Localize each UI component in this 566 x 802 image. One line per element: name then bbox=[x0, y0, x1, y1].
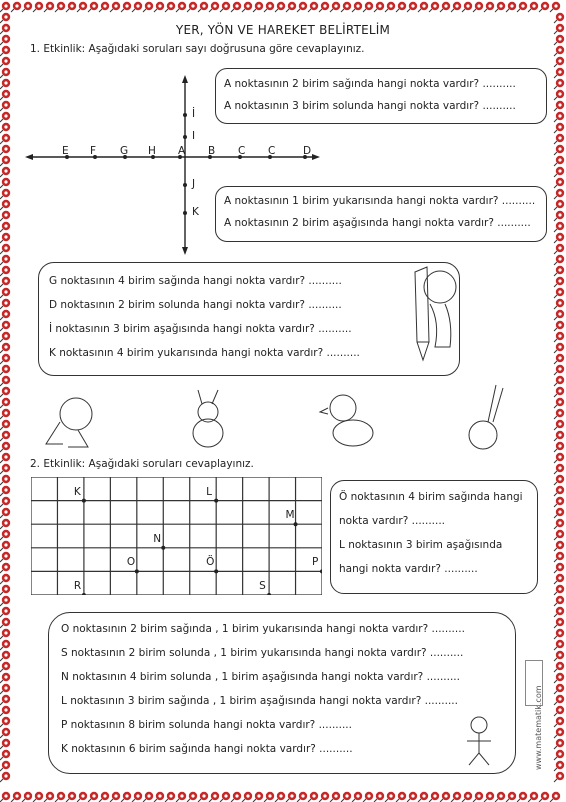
question: nokta vardır? .......... bbox=[339, 515, 446, 527]
grid-point bbox=[294, 522, 298, 526]
number-line-label: I bbox=[192, 130, 196, 142]
number-line-label: G bbox=[120, 145, 129, 157]
child-crawling-illustration bbox=[38, 392, 98, 452]
number-line-point bbox=[183, 135, 187, 139]
activity-1-instruction: 1. Etkinlik: Aşağıdaki soruları sayı doğrusuna göre cevaplayınız. bbox=[30, 43, 365, 55]
grid-point bbox=[267, 593, 271, 595]
grid-point-label: O bbox=[126, 556, 136, 569]
site-url: www.matematik.com bbox=[534, 685, 543, 770]
question: D noktasının 2 birim solunda hangi nokta vardır? .......... bbox=[49, 299, 342, 311]
question: N noktasının 4 birim solunda , 1 birim aşağısında hangi nokta vardır? .......... bbox=[61, 671, 460, 683]
activity-2-instruction: 2. Etkinlik: Aşağıdaki soruları cevaplayınız. bbox=[30, 458, 254, 470]
grid-point bbox=[82, 593, 86, 595]
question: K noktasının 4 birim yukarısında hangi nokta vardır? .......... bbox=[49, 347, 360, 359]
grid-point-label: Ö bbox=[206, 556, 215, 569]
question-box-5 bbox=[48, 612, 516, 774]
page-title: YER, YÖN VE HAREKET BELİRTELİM bbox=[175, 23, 391, 37]
number-line-point bbox=[183, 183, 187, 187]
question-box-1 bbox=[215, 68, 547, 124]
grid-point bbox=[214, 499, 218, 503]
question-box-4 bbox=[330, 480, 538, 594]
grid-point-label: K bbox=[73, 485, 81, 498]
grid-point-label: L bbox=[206, 485, 213, 498]
grid-point-label: M bbox=[285, 509, 295, 522]
question: L noktasının 3 birim sağında , 1 birim aşağısında hangi nokta vardır? .......... bbox=[61, 695, 458, 707]
duck-illustration bbox=[318, 388, 383, 453]
grid-point-label: R bbox=[73, 580, 82, 592]
question: S noktasının 2 birim solunda , 1 birim yukarısında hangi nokta vardır? .......... bbox=[61, 647, 464, 659]
number-line-label: İ bbox=[192, 108, 196, 120]
question: A noktasının 3 birim solunda hangi nokta vardır? .......... bbox=[224, 100, 516, 112]
number-line-label: C bbox=[238, 145, 246, 157]
question: K noktasının 6 birim sağında hangi nokta vardır? .......... bbox=[61, 743, 353, 755]
rabbit-illustration bbox=[180, 388, 235, 453]
question: O noktasının 2 birim sağında , 1 birim yukarısında hangi nokta vardır? .......... bbox=[61, 623, 465, 635]
number-line-label: C bbox=[268, 145, 276, 157]
question: P noktasının 8 birim solunda hangi nokta vardır? .......... bbox=[61, 719, 352, 731]
question-box-2 bbox=[215, 186, 547, 242]
number-line-label: D bbox=[303, 145, 312, 157]
grid-point bbox=[320, 569, 322, 573]
number-line-label: K bbox=[192, 206, 199, 218]
question: hangi nokta vardır? .......... bbox=[339, 563, 478, 575]
question: A noktasının 1 birim yukarısında hangi nokta vardır? .......... bbox=[224, 195, 536, 207]
question: G noktasının 4 birim sağında hangi nokta vardır? .......... bbox=[49, 275, 342, 287]
question: A noktasının 2 birim sağında hangi nokta vardır? .......... bbox=[224, 78, 516, 90]
number-line-label: A bbox=[178, 145, 186, 157]
number-line-label: H bbox=[148, 145, 156, 157]
question: Ö noktasının 4 birim sağında hangi bbox=[339, 491, 523, 503]
grid-point-label: S bbox=[259, 580, 266, 592]
grid-point bbox=[135, 569, 139, 573]
number-line-label: B bbox=[208, 145, 216, 157]
number-line-point bbox=[183, 211, 187, 215]
child-handstand-illustration bbox=[458, 380, 518, 455]
kids-with-pencil-illustration bbox=[395, 262, 470, 372]
grid-point bbox=[214, 569, 218, 573]
number-line-label: J bbox=[192, 178, 196, 190]
grid-point bbox=[82, 499, 86, 503]
number-line-point bbox=[183, 113, 187, 117]
kid-sketch-illustration bbox=[459, 713, 499, 768]
grid-point-label: N bbox=[153, 532, 162, 545]
question: L noktasının 3 birim aşağısında bbox=[339, 539, 503, 551]
number-line-label: E bbox=[62, 145, 69, 157]
number-line-label: F bbox=[90, 145, 97, 157]
grid-point-label: P bbox=[312, 556, 319, 569]
question: İ noktasının 3 birim aşağısında hangi nokta vardır? .......... bbox=[49, 323, 352, 335]
grid-point bbox=[161, 546, 165, 550]
question: A noktasının 2 birim aşağısında hangi nokta vardır? .......... bbox=[224, 217, 531, 229]
